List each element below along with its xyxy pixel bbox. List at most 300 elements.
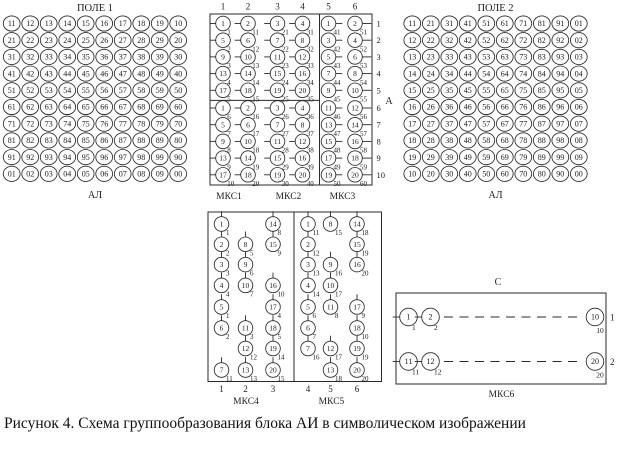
contact-subscript: 2 xyxy=(434,323,438,332)
field1-cell-number: 73 xyxy=(44,119,53,129)
field1-cell-number: 18 xyxy=(137,19,146,29)
field1-cell-number: 26 xyxy=(100,35,109,45)
mks-contact-number: 12 xyxy=(241,344,250,354)
field2-cell-number: 94 xyxy=(556,69,565,79)
contact-subscript: 19 xyxy=(361,353,369,362)
mks-contact-number: 3 xyxy=(326,35,331,45)
contact-subscript: 7 xyxy=(312,333,316,341)
field2-cell-number: 16 xyxy=(408,102,417,112)
row-label: 1 xyxy=(610,312,615,323)
field1-cell-number: 40 xyxy=(174,69,183,79)
column-header: 3 xyxy=(275,1,280,12)
mks-contact-number: 16 xyxy=(351,136,359,146)
mks-contact-number: 7 xyxy=(219,365,224,375)
mks-contact-number: 4 xyxy=(300,19,305,29)
field2-cell-number: 56 xyxy=(482,102,491,112)
contact-subscript: 33 xyxy=(306,62,314,71)
mks-contact-number: 15 xyxy=(269,239,277,249)
field1-cell-number: 50 xyxy=(174,86,183,96)
contact-subscript: 1 xyxy=(226,229,230,237)
field2-cell-number: 71 xyxy=(519,19,528,29)
field1-cell-number: 43 xyxy=(44,69,53,79)
mks-contact-number: 13 xyxy=(324,120,333,130)
column-header: 6 xyxy=(352,1,358,12)
mks-contact-number: 17 xyxy=(219,170,227,180)
mks-contact-number: 4 xyxy=(219,280,224,290)
mks-contact-number: 12 xyxy=(426,357,435,367)
mks-contact-number: 14 xyxy=(244,69,252,79)
contact-subscript: 47 xyxy=(333,129,341,138)
field2-cell-number: 57 xyxy=(482,119,491,129)
contact-subscript: 12 xyxy=(252,45,260,54)
field2-cell-number: 45 xyxy=(463,86,472,96)
contact-subscript: 57 xyxy=(360,129,367,138)
contact-subscript: 48 xyxy=(333,146,341,155)
field1-cell-number: 28 xyxy=(137,35,146,45)
contact-subscript: 16 xyxy=(335,269,342,278)
contact-subscript: 1 xyxy=(226,312,230,320)
mks-contact-number: 7 xyxy=(326,69,331,79)
mks-contact-number: 14 xyxy=(244,153,252,163)
mks-contact-number: 18 xyxy=(244,85,252,95)
row-label: 8 xyxy=(376,136,381,147)
field1-cell-number: 39 xyxy=(155,52,164,62)
mks-contact-number: 12 xyxy=(351,103,359,113)
mks-contact-number: 1 xyxy=(219,219,224,229)
mks-label: МКС2 xyxy=(275,192,302,202)
contact-subscript: 20 xyxy=(361,375,369,383)
field2-cell-number: 96 xyxy=(556,102,565,112)
field2-cell-number: 05 xyxy=(574,86,583,96)
mks-contact-number: 5 xyxy=(221,35,225,45)
mks-contact-number: 3 xyxy=(306,260,310,270)
contact-subscript: 20 xyxy=(252,180,260,188)
field2-cell-number: 03 xyxy=(574,52,583,62)
contact-subscript: 19 xyxy=(361,249,369,258)
field1-cell-number: 14 xyxy=(63,19,72,29)
field2-cell-number: 09 xyxy=(574,152,583,162)
field1-cell-number: 83 xyxy=(44,136,53,146)
contact-subscript: 10 xyxy=(361,333,369,341)
field1-cell-number: 56 xyxy=(100,86,109,96)
field2-cell-number: 11 xyxy=(408,19,417,29)
field1-cell-number: 25 xyxy=(81,35,90,45)
contact-subscript: 8 xyxy=(277,229,281,237)
field2-cell-number: 35 xyxy=(445,86,454,96)
field2-cell-number: 87 xyxy=(537,119,546,129)
field1-cell-number: 89 xyxy=(155,136,164,146)
field2-cell-number: 23 xyxy=(426,52,435,62)
mks-contact-number: 2 xyxy=(246,19,250,29)
contact-subscript: 19 xyxy=(252,163,260,172)
field2-cell-number: 77 xyxy=(519,119,528,129)
contact-subscript: 9 xyxy=(277,249,281,258)
field1-cell-number: 30 xyxy=(174,52,183,62)
field1-cell-number: 85 xyxy=(81,136,90,146)
field1-cell-number: 42 xyxy=(26,69,35,79)
contact-subscript: 4 xyxy=(277,312,281,320)
field1-cell-number: 36 xyxy=(100,52,109,62)
mks-contact-number: 6 xyxy=(246,35,250,45)
mks-contact-number: 18 xyxy=(353,323,361,333)
contact-subscript: 58 xyxy=(360,146,367,155)
contact-subscript: 6 xyxy=(312,312,316,320)
mks-contact-number: 15 xyxy=(273,69,282,79)
contact-subscript: 38 xyxy=(306,146,314,155)
field1-cell-number: 96 xyxy=(100,152,109,162)
column-header: 4 xyxy=(300,1,305,12)
row-label: 4 xyxy=(376,68,381,79)
contact-subscript: 56 xyxy=(360,113,367,122)
contact-subscript: 50 xyxy=(333,180,341,188)
field2-cell-number: 65 xyxy=(500,86,509,96)
mks-contact-number: 2 xyxy=(428,312,433,322)
field2-cell-number: 07 xyxy=(574,119,583,129)
contact-subscript: 14 xyxy=(312,290,320,299)
field2-cell-number: 18 xyxy=(408,136,417,146)
contact-subscript: 17 xyxy=(252,129,260,138)
field2-cell-number: 55 xyxy=(482,86,491,96)
field2-cell-number: 86 xyxy=(537,102,546,112)
field1-cell-number: 74 xyxy=(63,119,72,129)
field2-cell-number: 80 xyxy=(537,169,546,179)
field2-cell-number: 06 xyxy=(574,102,583,112)
field2-cell-number: 67 xyxy=(500,119,509,129)
contact-subscript: 17 xyxy=(335,290,342,299)
contact-subscript: 31 xyxy=(306,28,314,37)
field2-cell-number: 33 xyxy=(445,52,454,62)
field2-cell-number: 15 xyxy=(408,86,417,96)
row-label: 3 xyxy=(376,51,381,62)
contact-subscript: 37 xyxy=(306,129,314,138)
contact-subscript: 10 xyxy=(277,290,285,299)
field2-cell-number: 52 xyxy=(482,35,491,45)
field1-cell-number: 20 xyxy=(174,35,183,45)
contact-subscript: 46 xyxy=(333,113,341,122)
field1-cell-number: 88 xyxy=(137,136,146,146)
field2-cell-number: 90 xyxy=(556,169,565,179)
contact-subscript: 23 xyxy=(281,62,289,71)
field2-cell-number: 12 xyxy=(408,35,417,45)
field2-cell-number: 41 xyxy=(463,19,472,29)
field1-cell-number: 34 xyxy=(63,52,72,62)
contact-subscript: 36 xyxy=(306,113,314,122)
contact-subscript: 12 xyxy=(250,353,257,362)
field1-cell-number: 98 xyxy=(137,152,146,162)
field1-cell-number: 51 xyxy=(7,86,16,96)
contact-subscript: 1 xyxy=(412,323,416,332)
field2-cell-number: 61 xyxy=(500,19,509,29)
contact-subscript: 54 xyxy=(360,78,367,87)
field1-cell-number: 52 xyxy=(26,86,35,96)
row-label: 10 xyxy=(376,169,385,180)
figure-caption: Рисунок 4. Схема группообразования блока АИ в символическом изображении xyxy=(4,415,526,432)
contact-subscript: 42 xyxy=(333,45,341,54)
field2-cell-number: 17 xyxy=(408,119,417,129)
contact-subscript: 3 xyxy=(227,62,231,71)
contact-subscript: 24 xyxy=(281,78,289,87)
field1-cell-number: 19 xyxy=(155,19,164,29)
mks-contact-number: 8 xyxy=(300,120,305,130)
contact-subscript: 20 xyxy=(361,269,369,278)
field1-cell-number: 80 xyxy=(174,136,183,146)
field1-cell-number: 95 xyxy=(81,152,90,162)
field2-cell-number: 02 xyxy=(574,35,583,45)
field2-cell-number: 27 xyxy=(426,119,435,129)
mks-contact-number: 1 xyxy=(326,19,331,29)
contact-subscript: 4 xyxy=(226,290,230,299)
mks-contact-number: 15 xyxy=(324,136,333,146)
mks-contact-number: 3 xyxy=(275,103,280,113)
field2-cell-number: 92 xyxy=(556,35,565,45)
contact-subscript: 13 xyxy=(312,269,320,278)
mks-contact-number: 10 xyxy=(351,85,359,95)
side-label-a: А xyxy=(385,96,393,107)
field1-cell-number: 55 xyxy=(81,86,90,96)
field1-cell-number: 41 xyxy=(7,69,16,79)
mks-contact-number: 16 xyxy=(269,280,277,290)
mks-contact-number: 20 xyxy=(591,357,599,367)
contact-subscript: 52 xyxy=(360,45,367,54)
mks-contact-number: 10 xyxy=(241,280,250,290)
mks-label: МКС6 xyxy=(488,390,515,400)
column-footer: 5 xyxy=(328,384,333,394)
contact-subscript: 45 xyxy=(333,95,341,104)
field1-cell-number: 15 xyxy=(81,19,90,29)
contact-subscript: 11 xyxy=(312,229,320,237)
mks-contact-number: 7 xyxy=(275,120,280,130)
contact-subscript: 6 xyxy=(227,113,231,122)
mks-contact-number: 10 xyxy=(244,52,252,62)
mks-contact-number: 4 xyxy=(353,35,357,45)
contact-subscript: 11 xyxy=(252,28,259,37)
field2-cell-number: 00 xyxy=(574,169,583,179)
field2-cell-number: 49 xyxy=(463,152,472,162)
mks-contact-number: 6 xyxy=(219,323,224,333)
field1-cell-number: 37 xyxy=(118,52,127,62)
mks-contact-number: 13 xyxy=(219,69,227,79)
mks-contact-number: 13 xyxy=(219,153,227,163)
field1-cell-number: 12 xyxy=(26,19,35,29)
contact-subscript: 60 xyxy=(360,180,367,188)
field1-cell-number: 38 xyxy=(137,52,146,62)
contact-subscript: 16 xyxy=(312,353,320,362)
field1-cell-number: 59 xyxy=(155,86,164,96)
field1-cell-number: 07 xyxy=(118,169,127,179)
field2-cell-number: 53 xyxy=(482,52,491,62)
mks-contact-number: 13 xyxy=(326,365,335,375)
field2 xyxy=(404,3,587,201)
mks-contact-number: 5 xyxy=(221,120,225,130)
field1-cell-number: 65 xyxy=(81,102,90,112)
field1-cell-number: 17 xyxy=(118,19,127,29)
field2-cell-number: 59 xyxy=(482,152,491,162)
mks-contact-number: 11 xyxy=(326,302,335,312)
field2-cell-number: 22 xyxy=(426,35,435,45)
field1-cell-number: 69 xyxy=(155,102,164,112)
column-footer: 1 xyxy=(219,384,224,394)
field1-cell-number: 63 xyxy=(44,102,53,112)
contact-subscript: 5 xyxy=(250,249,254,258)
mks-label: МКС3 xyxy=(329,192,356,202)
mks-contact-number: 16 xyxy=(353,260,361,270)
contact-subscript: 5 xyxy=(227,95,231,104)
field2-cell-number: 75 xyxy=(519,86,528,96)
column-footer: 3 xyxy=(270,384,276,394)
mks-contact-number: 9 xyxy=(243,260,248,270)
mks-contact-number: 11 xyxy=(273,136,282,146)
field2-cell-number: 26 xyxy=(426,102,435,112)
field2-cell-number: 01 xyxy=(574,19,583,29)
field1-cell-number: 82 xyxy=(26,136,35,146)
mks-contact-number: 3 xyxy=(275,19,280,29)
field1-cell-number: 47 xyxy=(118,69,127,79)
contact-subscript: 17 xyxy=(335,353,342,362)
contact-subscript: 34 xyxy=(306,78,314,87)
contact-subscript: 28 xyxy=(281,146,289,155)
contact-subscript: 43 xyxy=(333,62,341,71)
mks-contact-number: 7 xyxy=(275,35,280,45)
mks-contact-number: 20 xyxy=(298,170,307,180)
column-footer: 2 xyxy=(243,384,248,394)
mks-contact-number: 17 xyxy=(353,302,361,312)
field1-cell-number: 16 xyxy=(100,19,109,29)
contact-subscript: 14 xyxy=(277,353,285,362)
field1-cell-number: 45 xyxy=(81,69,90,79)
field2-cell-number: 10 xyxy=(408,169,417,179)
contact-subscript: 15 xyxy=(277,375,285,383)
field2-cell-number: 89 xyxy=(537,152,546,162)
field1-cell-number: 00 xyxy=(174,169,183,179)
row-label: 1 xyxy=(376,18,381,29)
field1-cell-number: 81 xyxy=(7,136,16,146)
mks-contact-number: 6 xyxy=(246,120,250,130)
contact-subscript: 6 xyxy=(250,269,254,278)
field1-cell-number: 77 xyxy=(118,119,127,129)
mks-contact-number: 10 xyxy=(591,312,599,322)
field1-cell-number: 49 xyxy=(155,69,164,79)
contact-subscript: 9 xyxy=(227,163,231,172)
contact-subscript: 8 xyxy=(335,312,339,320)
contact-subscript: 25 xyxy=(281,95,289,104)
contact-subscript: 53 xyxy=(360,62,367,71)
field1-cell-number: 61 xyxy=(7,102,16,112)
mks-contact-number: 5 xyxy=(306,302,310,312)
field2-cell-number: 74 xyxy=(519,69,528,79)
field1-cell-number: 33 xyxy=(44,52,53,62)
mks-contact-number: 14 xyxy=(351,120,359,130)
contact-subscript: 51 xyxy=(360,28,367,37)
mks-contact-number: 5 xyxy=(326,52,331,62)
mks-contact-number: 19 xyxy=(269,344,277,354)
field2-cell-number: 42 xyxy=(463,35,472,45)
field1-cell-number: 75 xyxy=(81,119,90,129)
mks-contact-number: 12 xyxy=(298,52,307,62)
field2-cell-number: 43 xyxy=(463,52,472,62)
field1-cell-number: 99 xyxy=(155,152,164,162)
field1-cell-number: 06 xyxy=(100,169,109,179)
field1-cell-number: 71 xyxy=(7,119,16,129)
field2-cell-number: 64 xyxy=(500,69,509,79)
mks-contact-number: 11 xyxy=(241,323,250,333)
field2-cell-number: 58 xyxy=(482,136,491,146)
field1-cell-number: 92 xyxy=(26,152,35,162)
contact-subscript: 9 xyxy=(361,312,365,320)
contact-subscript: 7 xyxy=(250,290,254,299)
column-header: 1 xyxy=(220,1,226,12)
contact-subscript: 32 xyxy=(306,45,314,54)
contact-subscript: 41 xyxy=(333,28,341,37)
field1-cell-number: 66 xyxy=(100,102,109,112)
contact-subscript: 2 xyxy=(226,333,230,341)
field1-cell-number: 01 xyxy=(7,169,16,179)
field2-cell-number: 85 xyxy=(537,86,546,96)
field1-cell-number: 76 xyxy=(100,119,109,129)
field2-cell-number: 68 xyxy=(500,136,509,146)
mks-contact-number: 18 xyxy=(244,170,252,180)
field2-cell-number: 24 xyxy=(426,69,435,79)
mks-contact-number: 19 xyxy=(273,170,282,180)
mks-contact-number: 2 xyxy=(219,239,224,249)
field1-cell-number: 35 xyxy=(81,52,90,62)
mks-contact-number: 1 xyxy=(306,219,310,229)
field1-title: ПОЛЕ 1 xyxy=(76,3,114,14)
contact-subscript: 18 xyxy=(361,229,369,237)
mks-contact-number: 9 xyxy=(221,136,225,146)
field1-cell-number: 94 xyxy=(63,152,72,162)
contact-subscript: 4 xyxy=(227,78,231,87)
mks-contact-number: 14 xyxy=(269,219,277,229)
field2-cell-number: 29 xyxy=(426,152,435,162)
contact-subscript: 11 xyxy=(226,375,233,383)
field2-cell-number: 13 xyxy=(408,52,417,62)
mks-contact-number: 1 xyxy=(406,312,411,322)
mks-label: МКС4 xyxy=(233,397,259,407)
field1-cell-number: 31 xyxy=(7,52,16,62)
field2-cell-number: 72 xyxy=(519,35,528,45)
row-label: 9 xyxy=(376,153,381,164)
mks-contact-number: 19 xyxy=(273,85,282,95)
field1-cell-number: 84 xyxy=(63,136,72,146)
field2-cell-number: 28 xyxy=(426,136,435,146)
field1-cell-number: 27 xyxy=(118,35,127,45)
contact-subscript: 26 xyxy=(281,113,289,122)
mks-contact-number: 3 xyxy=(219,260,224,270)
contact-subscript: 39 xyxy=(306,163,314,172)
field2-cell-number: 62 xyxy=(500,35,509,45)
mks-contact-number: 15 xyxy=(273,153,282,163)
mks-contact-number: 19 xyxy=(324,170,333,180)
field2-cell-number: 99 xyxy=(556,152,565,162)
field2-cell-number: 83 xyxy=(537,52,546,62)
field2-cell-number: 30 xyxy=(445,169,454,179)
mks-contact-number: 9 xyxy=(221,52,225,62)
contact-subscript: 11 xyxy=(412,367,420,377)
contact-subscript: 1 xyxy=(227,28,231,37)
row-label: 6 xyxy=(376,103,381,113)
field2-cell-number: 63 xyxy=(500,52,509,62)
mks-contact-number: 19 xyxy=(353,344,361,354)
contact-subscript: 40 xyxy=(306,180,314,188)
field2-cell-number: 51 xyxy=(482,19,491,29)
mks-label: МКС1 xyxy=(216,192,242,202)
field1-cell-number: 54 xyxy=(63,86,72,96)
column-header: 2 xyxy=(245,1,251,12)
mks-contact-number: 9 xyxy=(326,85,331,95)
field2-cell-number: 48 xyxy=(463,136,472,146)
contact-subscript: 22 xyxy=(281,45,289,54)
field2-bottom-label: АЛ xyxy=(488,190,503,201)
